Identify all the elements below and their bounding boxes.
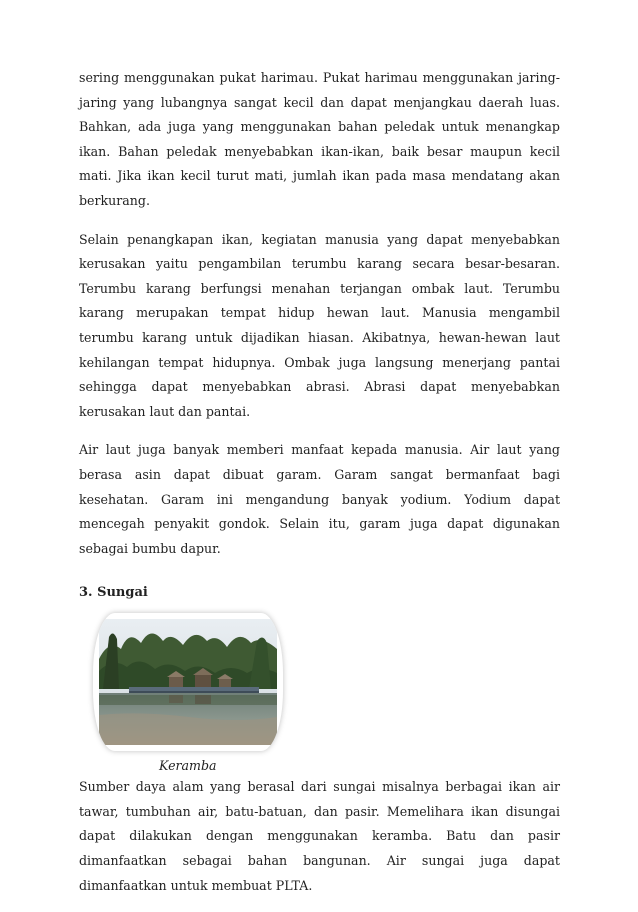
figure-caption: Keramba — [159, 758, 217, 774]
paragraph-river-resources: Sumber daya alam yang berasal dari sungai misalnya berbagai ikan air tawar, tumbuhan air, batu-batuan, dan pasir. Memelihara ikan disungai dapat dilakukan dengan menggunakan keramba. Batu dan pasir dimanfaatkan sebagai bahan bangunan. Air sungai juga dapat dimanfaatkan untuk membuat PLTA. — [79, 779, 560, 893]
paragraph-sea-water-benefits: Air laut juga banyak memberi manfaat kepada manusia. Air laut yang berasa asin dapat dibuat garam. Garam sangat bermanfaat bagi kesehatan. Garam ini mengandung banyak yodium. Yodium dapat mencegah penyakit gondok. Selain itu, garam juga dapat digunakan sebagai bumbu dapur. — [79, 442, 560, 556]
keramba-photo — [93, 613, 283, 751]
document-page — [79, 66, 560, 912]
keramba-photo-illustration — [99, 619, 277, 745]
paragraph-coral-reef: Selain penangkapan ikan, kegiatan manusia yang dapat menyebabkan kerusakan yaitu pengambilan terumbu karang secara besar-besaran. Terumbu karang berfungsi menahan terjangan ombak laut. Terumbu karang merupakan tempat hidup hewan laut. Manusia mengambil terumbu karang untuk dijadikan hiasan. Akibatnya, hewan-hewan laut kehilangan tempat hidupnya. Ombak juga langsung menerjang pantai sehingga dapat menyebabkan abrasi. Abrasi dapat menyebabkan kerusakan laut dan pantai. — [79, 231, 560, 419]
section-heading-sungai: 3. Sungai — [79, 585, 148, 601]
figure-keramba — [93, 613, 283, 751]
paragraph-fishing-methods: sering menggunakan pukat harimau. Pukat harimau menggunakan jaring-jaring yang lubangnya sangat kecil dan dapat menjangkau daerah luas. Bahkan, ada juga yang menggunakan bahan peledak untuk menangkap ikan. Bahan peledak menyebabkan ikan-ikan, baik besar maupun kecil mati. Jika ikan kecil turut mati, jumlah ikan pada masa mendatang akan berkurang. — [79, 70, 560, 208]
